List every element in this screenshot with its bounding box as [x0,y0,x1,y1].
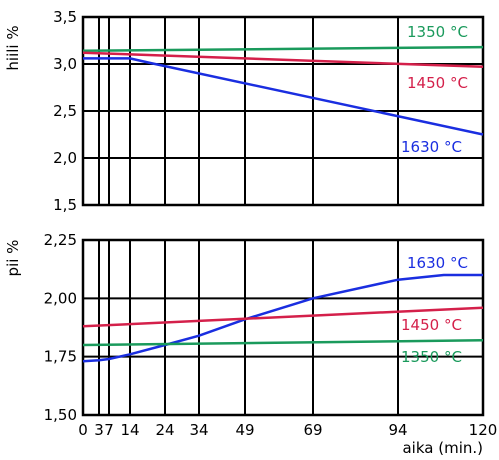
x-tick-label: 0 [78,421,88,439]
x-tick-label: 24 [155,421,175,439]
series-label: 1450 °C [407,74,468,92]
y-tick-label: 1,50 [43,406,77,424]
y-tick-label: 2,00 [43,289,77,308]
y-tick-label: 3,0 [53,55,77,73]
silicon-panel [4,231,497,457]
y-tick-label: 1,5 [53,196,77,214]
y-tick-label: 2,5 [53,102,77,120]
series-label: 1350 °C [407,23,468,41]
series-line [83,47,483,51]
series-label: 1450 °C [401,316,462,334]
x-axis-label: aika (min.) [402,439,483,457]
series-line [83,58,483,134]
x-tick-label: 14 [120,421,140,439]
y-axis-label: pii % [4,239,22,277]
y-tick-label: 3,5 [53,8,77,26]
y-tick-label: 2,0 [53,149,77,167]
series-label: 1630 °C [407,254,468,272]
x-tick-label: 34 [189,421,209,439]
y-axis-label: hiili % [4,25,22,71]
y-tick-label: 2,25 [43,231,77,249]
x-tick-label: 94 [388,421,408,439]
series-line [83,340,483,345]
series-label: 1350 °C [401,348,462,366]
y-tick-label: 1,75 [43,347,77,366]
carbon-panel [4,8,483,214]
x-tick-label: 69 [303,421,323,439]
x-tick-label: 120 [468,421,498,439]
x-tick-label: 49 [235,421,255,439]
series-label: 1630 °C [401,138,462,156]
x-tick-label: 7 [104,421,114,439]
x-tick-label: 3 [94,421,104,439]
